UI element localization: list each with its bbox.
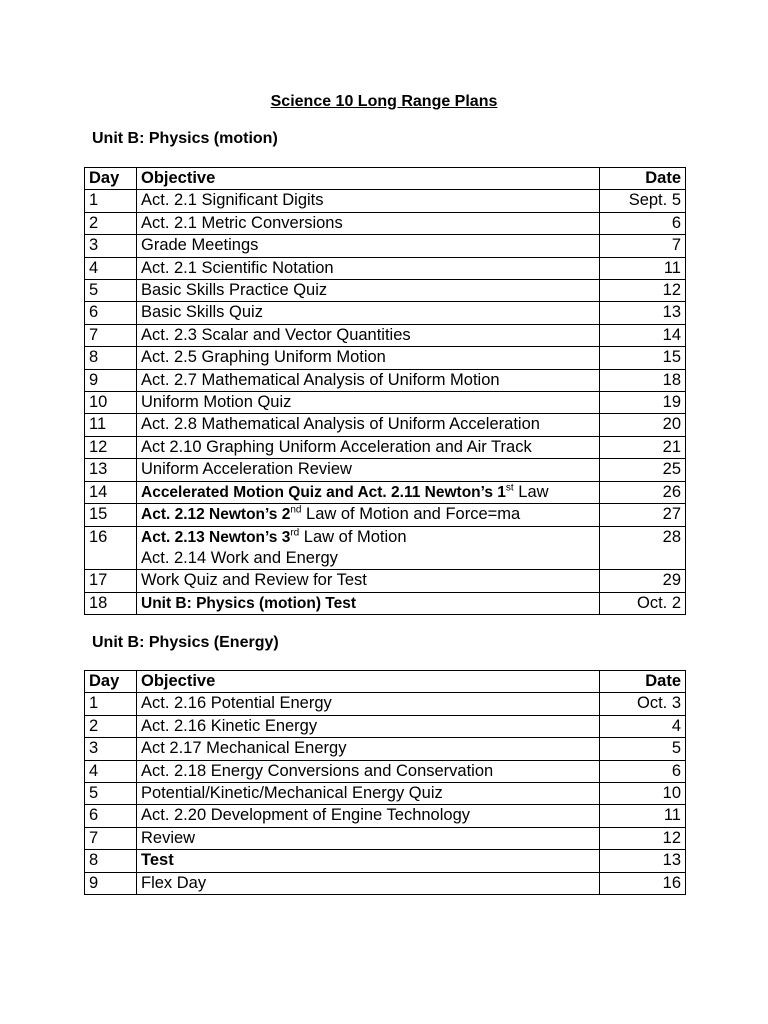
date-cell: 11 <box>600 805 686 827</box>
day-cell: 17 <box>85 570 137 592</box>
table-row <box>85 738 686 760</box>
day-cell: 2 <box>85 715 137 737</box>
objective-cell: Act. 2.7 Mathematical Analysis of Uniform Motion <box>137 369 600 391</box>
day-column-header: Day <box>85 671 137 693</box>
date-cell: 10 <box>600 783 686 805</box>
ordinal-superscript: nd <box>290 504 302 516</box>
day-cell: 7 <box>85 324 137 346</box>
date-cell: 12 <box>600 280 686 302</box>
date-cell: 15 <box>600 347 686 369</box>
table-row <box>85 592 686 614</box>
date-cell: 25 <box>600 459 686 481</box>
date-cell: 20 <box>600 414 686 436</box>
objective-cell: Work Quiz and Review for Test <box>137 570 600 592</box>
day-cell: 11 <box>85 414 137 436</box>
objective-text-line2: Act. 2.14 Work and Energy <box>141 548 338 567</box>
objective-cell: Act. 2.16 Potential Energy <box>137 693 600 715</box>
objective-cell: Unit B: Physics (motion) Test <box>137 592 600 614</box>
day-cell: 6 <box>85 302 137 324</box>
objective-cell: Act. 2.8 Mathematical Analysis of Uniform Acceleration <box>137 414 600 436</box>
table-row <box>85 369 686 391</box>
table-row <box>85 414 686 436</box>
day-cell: 9 <box>85 872 137 894</box>
objective-cell: Potential/Kinetic/Mechanical Energy Quiz <box>137 783 600 805</box>
objective-cell: Basic Skills Practice Quiz <box>137 280 600 302</box>
unit2-schedule-table <box>84 670 686 895</box>
table-row <box>85 212 686 234</box>
day-cell: 13 <box>85 459 137 481</box>
objective-cell <box>137 504 600 526</box>
date-cell: 11 <box>600 257 686 279</box>
objective-text: Law <box>513 482 549 501</box>
table-row <box>85 392 686 414</box>
date-cell: 16 <box>600 872 686 894</box>
date-cell: 5 <box>600 738 686 760</box>
objective-cell: Act. 2.1 Significant Digits <box>137 190 600 212</box>
objective-cell: Act 2.10 Graphing Uniform Acceleration and Air Track <box>137 436 600 458</box>
table-row <box>85 783 686 805</box>
objective-cell: Act. 2.5 Graphing Uniform Motion <box>137 347 600 369</box>
objective-cell: Act. 2.1 Metric Conversions <box>137 212 600 234</box>
table-row <box>85 190 686 212</box>
objective-cell: Uniform Acceleration Review <box>137 459 600 481</box>
objective-text: Law of Motion <box>299 527 407 546</box>
day-cell: 9 <box>85 369 137 391</box>
table-header-row <box>85 671 686 693</box>
unit1-heading: Unit B: Physics (motion) <box>92 130 278 147</box>
day-cell: 5 <box>85 280 137 302</box>
objective-cell: Grade Meetings <box>137 235 600 257</box>
day-cell: 15 <box>85 504 137 526</box>
table-row <box>85 760 686 782</box>
document-title: Science 10 Long Range Plans <box>270 93 498 110</box>
date-cell: 19 <box>600 392 686 414</box>
table-row <box>85 280 686 302</box>
objective-cell: Uniform Motion Quiz <box>137 392 600 414</box>
objective-column-header: Objective <box>137 671 600 693</box>
objective-cell <box>137 481 600 503</box>
day-cell: 4 <box>85 760 137 782</box>
day-cell: 12 <box>85 436 137 458</box>
date-cell: Oct. 3 <box>600 693 686 715</box>
objective-cell: Act. 2.16 Kinetic Energy <box>137 715 600 737</box>
date-cell: 13 <box>600 850 686 872</box>
table-row <box>85 436 686 458</box>
date-cell: 27 <box>600 504 686 526</box>
objective-text-bold: Accelerated Motion Quiz and Act. 2.11 Newton’s 1 <box>141 483 506 501</box>
objective-column-header: Objective <box>137 168 600 190</box>
table-row <box>85 302 686 324</box>
table-row <box>85 805 686 827</box>
date-cell: 29 <box>600 570 686 592</box>
date-cell: Sept. 5 <box>600 190 686 212</box>
ordinal-superscript: rd <box>290 527 300 538</box>
objective-cell: Act. 2.1 Scientific Notation <box>137 257 600 279</box>
table-row <box>85 504 686 526</box>
day-cell: 5 <box>85 783 137 805</box>
day-cell: 2 <box>85 212 137 234</box>
day-cell: 18 <box>85 592 137 614</box>
table-row <box>85 715 686 737</box>
unit1-schedule-table <box>84 167 686 615</box>
objective-cell: Basic Skills Quiz <box>137 302 600 324</box>
date-cell: 14 <box>600 324 686 346</box>
unit2-heading: Unit B: Physics (Energy) <box>92 634 279 651</box>
date-cell: 28 <box>600 526 686 570</box>
objective-cell: Act. 2.3 Scalar and Vector Quantities <box>137 324 600 346</box>
table-row <box>85 459 686 481</box>
table-row <box>85 324 686 346</box>
date-cell: 26 <box>600 481 686 503</box>
objective-cell: Act. 2.20 Development of Engine Technology <box>137 805 600 827</box>
objective-cell: Act 2.17 Mechanical Energy <box>137 738 600 760</box>
day-cell: 1 <box>85 693 137 715</box>
date-cell: 7 <box>600 235 686 257</box>
day-cell: 3 <box>85 235 137 257</box>
table-row <box>85 827 686 849</box>
ordinal-superscript: st <box>505 482 514 494</box>
day-cell: 7 <box>85 827 137 849</box>
objective-text-bold: Act. 2.12 Newton’s 2 <box>141 506 291 524</box>
table-row <box>85 526 686 570</box>
table-row <box>85 570 686 592</box>
date-cell: Oct. 2 <box>600 592 686 614</box>
table-row <box>85 850 686 872</box>
date-cell: 4 <box>600 715 686 737</box>
table-row <box>85 347 686 369</box>
date-cell: 12 <box>600 827 686 849</box>
objective-cell: Act. 2.18 Energy Conversions and Conservation <box>137 760 600 782</box>
date-cell: 6 <box>600 212 686 234</box>
table-row <box>85 872 686 894</box>
date-cell: 21 <box>600 436 686 458</box>
day-cell: 16 <box>85 526 137 570</box>
date-cell: 18 <box>600 369 686 391</box>
day-cell: 10 <box>85 392 137 414</box>
day-cell: 3 <box>85 738 137 760</box>
objective-cell <box>137 526 600 570</box>
date-column-header: Date <box>600 168 686 190</box>
day-cell: 1 <box>85 190 137 212</box>
table-row <box>85 693 686 715</box>
date-cell: 13 <box>600 302 686 324</box>
table-row <box>85 235 686 257</box>
day-column-header: Day <box>85 168 137 190</box>
table-header-row <box>85 168 686 190</box>
objective-cell: Flex Day <box>137 872 600 894</box>
day-cell: 6 <box>85 805 137 827</box>
day-cell: 8 <box>85 347 137 369</box>
day-cell: 8 <box>85 850 137 872</box>
objective-cell: Test <box>137 850 600 872</box>
date-column-header: Date <box>600 671 686 693</box>
day-cell: 4 <box>85 257 137 279</box>
date-cell: 6 <box>600 760 686 782</box>
objective-cell: Review <box>137 827 600 849</box>
objective-text: Law of Motion and Force=ma <box>301 505 521 524</box>
table-row <box>85 257 686 279</box>
day-cell: 14 <box>85 481 137 503</box>
objective-text-bold: Act. 2.13 Newton’s 3 <box>141 528 291 546</box>
table-row <box>85 481 686 503</box>
